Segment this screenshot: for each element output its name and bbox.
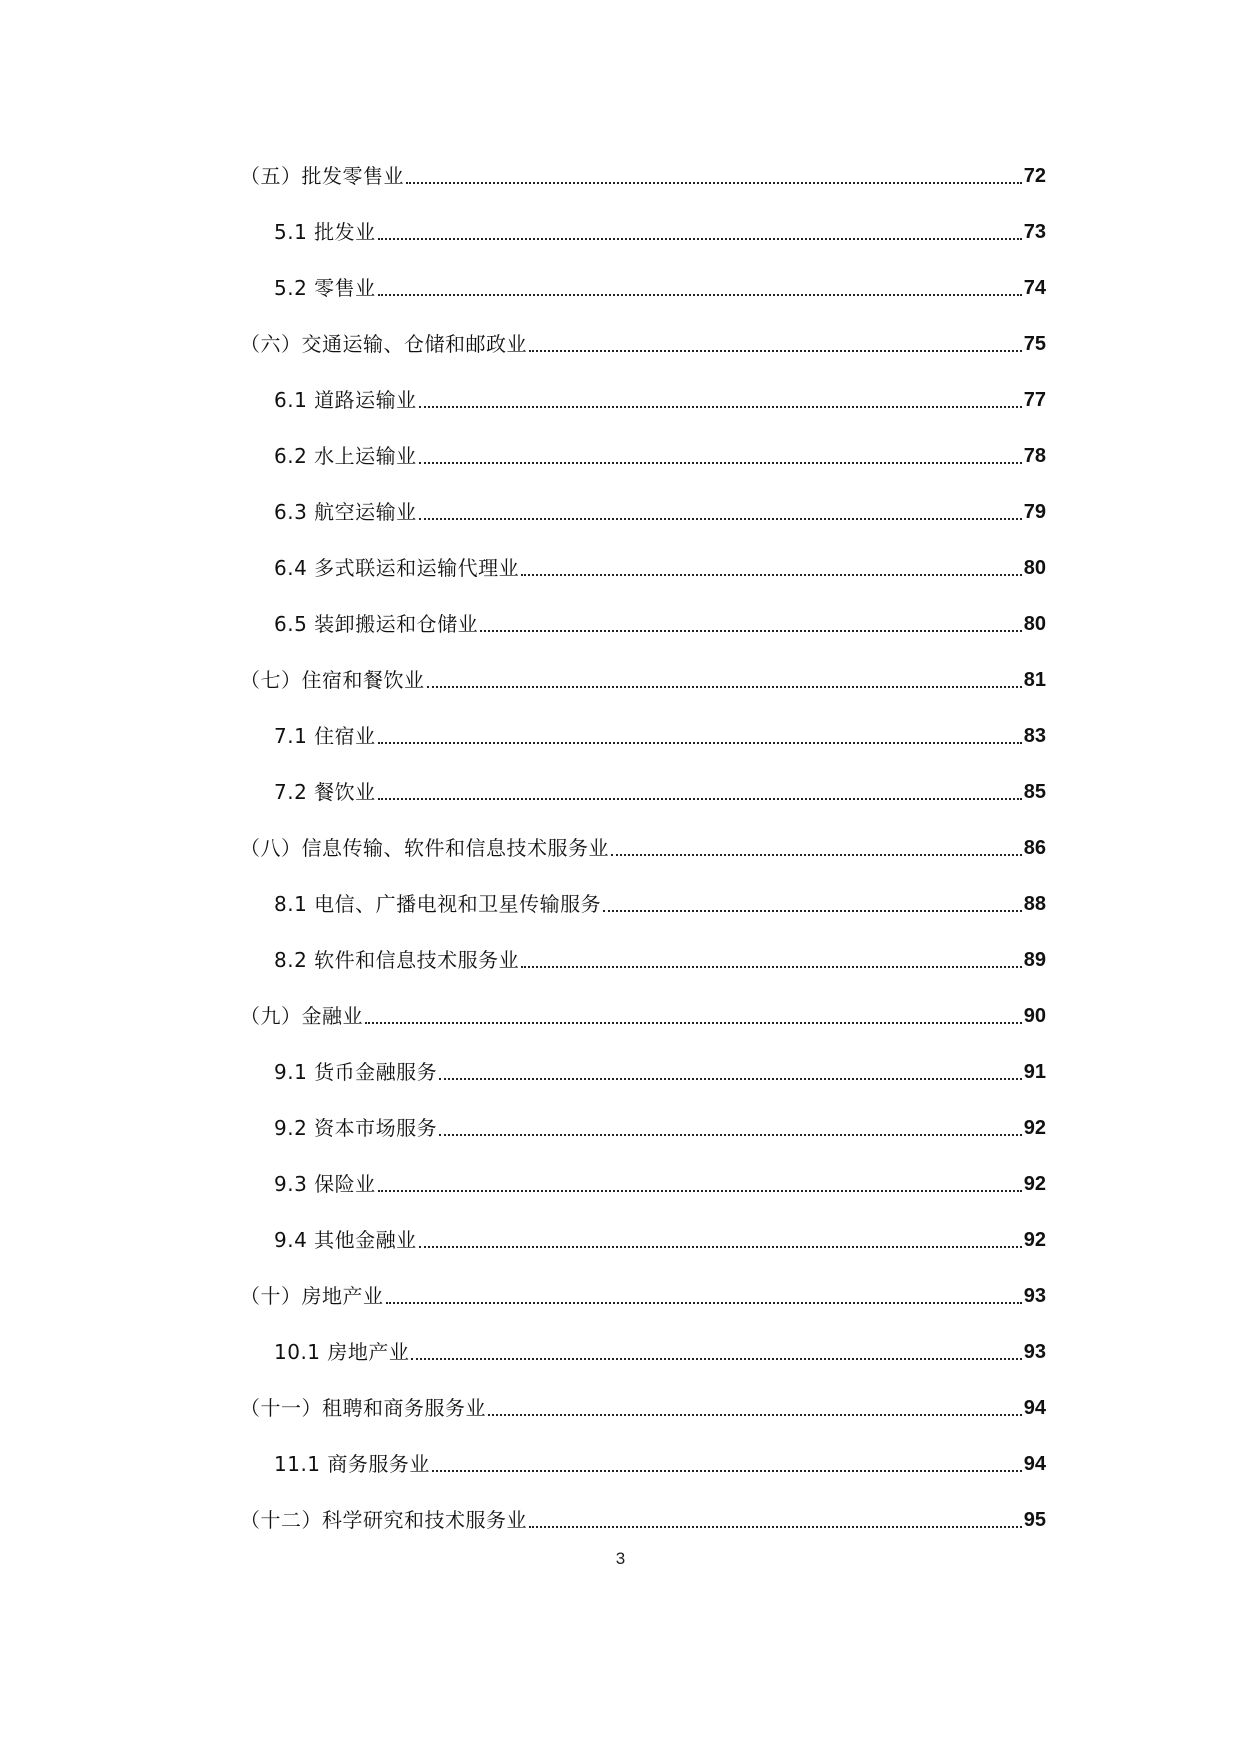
toc-entry-page: 78 [1023,445,1046,467]
page-number: 3 [615,1549,626,1568]
toc-entry-page: 95 [1023,1509,1046,1531]
toc-entry[interactable] [274,260,1046,300]
toc-entry-page: 73 [1023,221,1046,243]
toc-entry-page: 92 [1023,1173,1046,1195]
toc-entry-title: （九）金融业 [240,1004,363,1028]
toc-entry-page: 79 [1023,501,1046,523]
toc-entry[interactable] [274,1436,1046,1476]
toc-entry-title: 9.4 其他金融业 [274,1228,417,1252]
dot-leader [480,630,1022,632]
toc-entry[interactable] [274,372,1046,412]
toc-entry[interactable] [274,708,1046,748]
dot-leader [521,966,1022,968]
toc-entry-page: 93 [1023,1341,1046,1363]
toc-entry-title: 6.4 多式联运和运输代理业 [274,556,520,580]
toc-entry[interactable] [274,764,1046,804]
toc-entry-title: 7.2 餐饮业 [274,780,376,804]
toc-entry[interactable] [240,820,1046,860]
toc-entry[interactable] [274,1212,1046,1252]
toc-entry-title: 8.2 软件和信息技术服务业 [274,948,520,972]
dot-leader [406,182,1022,184]
toc-entry[interactable] [274,428,1046,468]
dot-leader [432,1470,1022,1472]
dot-leader [439,1078,1022,1080]
dot-leader [378,294,1022,296]
dot-leader [419,462,1022,464]
toc-entry-page: 83 [1023,725,1046,747]
toc-entry-title: 5.2 零售业 [274,276,376,300]
dot-leader [378,742,1022,744]
toc-entry-title: 11.1 商务服务业 [274,1452,430,1476]
toc-entry-page: 88 [1023,893,1046,915]
toc-entry-page: 75 [1023,333,1046,355]
toc-entry-page: 81 [1023,669,1046,691]
toc-entry[interactable] [274,540,1046,580]
dot-leader [365,1022,1022,1024]
toc-entry-title: 5.1 批发业 [274,220,376,244]
toc-entry-page: 94 [1023,1397,1046,1419]
toc-entry[interactable] [240,652,1046,692]
dot-leader [378,1190,1022,1192]
toc-entry-page: 85 [1023,781,1046,803]
toc-entry-title: 6.2 水上运输业 [274,444,417,468]
dot-leader [611,854,1022,856]
dot-leader [603,910,1022,912]
toc-entry[interactable] [240,316,1046,356]
toc-entry[interactable] [274,932,1046,972]
toc-entry-title: （六）交通运输、仓储和邮政业 [240,332,527,356]
toc-entry[interactable] [274,596,1046,636]
toc-entry-page: 80 [1023,613,1046,635]
toc-entry[interactable] [240,148,1046,188]
toc-entry[interactable] [274,1156,1046,1196]
toc-entry-page: 80 [1023,557,1046,579]
dot-leader [419,406,1022,408]
dot-leader [521,574,1022,576]
toc-entry-title: （八）信息传输、软件和信息技术服务业 [240,836,609,860]
toc-entry-title: （十）房地产业 [240,1284,384,1308]
toc-entry[interactable] [274,876,1046,916]
toc-entry[interactable] [240,1268,1046,1308]
dot-leader [411,1358,1021,1360]
toc-entry-page: 90 [1023,1005,1046,1027]
toc-entry-page: 92 [1023,1117,1046,1139]
dot-leader [419,1246,1022,1248]
toc-entry[interactable] [274,484,1046,524]
toc-entry-title: （五）批发零售业 [240,164,404,188]
dot-leader [529,350,1022,352]
dot-leader [529,1526,1022,1528]
dot-leader [427,686,1022,688]
dot-leader [488,1414,1022,1416]
toc-entry-page: 74 [1023,277,1046,299]
toc-entry-title: 6.1 道路运输业 [274,388,417,412]
dot-leader [439,1134,1022,1136]
toc-entry[interactable] [274,204,1046,244]
dot-leader [378,238,1022,240]
toc-entry-title: （七）住宿和餐饮业 [240,668,425,692]
toc-entry-page: 72 [1023,165,1046,187]
toc-entry-page: 89 [1023,949,1046,971]
toc-entry-title: 10.1 房地产业 [274,1340,410,1364]
toc-entry-page: 86 [1023,837,1046,859]
toc-entry[interactable] [240,1492,1046,1532]
toc-entry[interactable] [274,1044,1046,1084]
toc-entry-page: 94 [1023,1453,1046,1475]
toc-entry-title: （十二）科学研究和技术服务业 [240,1508,527,1532]
toc-entry-title: 6.5 装卸搬运和仓储业 [274,612,479,636]
toc-entry[interactable] [274,1324,1046,1364]
dot-leader [386,1302,1022,1304]
toc-entry-title: 9.3 保险业 [274,1172,376,1196]
toc-entry[interactable] [240,1380,1046,1420]
toc-entry-title: （十一）租聘和商务服务业 [240,1396,486,1420]
toc-entry-page: 93 [1023,1285,1046,1307]
toc-entry-title: 9.1 货币金融服务 [274,1060,438,1084]
toc-entry-title: 6.3 航空运输业 [274,500,417,524]
dot-leader [419,518,1022,520]
dot-leader [378,798,1022,800]
toc-entry-title: 8.1 电信、广播电视和卫星传输服务 [274,892,602,916]
toc-entry-page: 77 [1023,389,1046,411]
toc-entry-title: 9.2 资本市场服务 [274,1116,438,1140]
toc-entry-page: 92 [1023,1229,1046,1251]
toc-entry[interactable] [240,988,1046,1028]
toc-entry[interactable] [274,1100,1046,1140]
toc-entry-title: 7.1 住宿业 [274,724,376,748]
toc-entry-page: 91 [1023,1061,1046,1083]
